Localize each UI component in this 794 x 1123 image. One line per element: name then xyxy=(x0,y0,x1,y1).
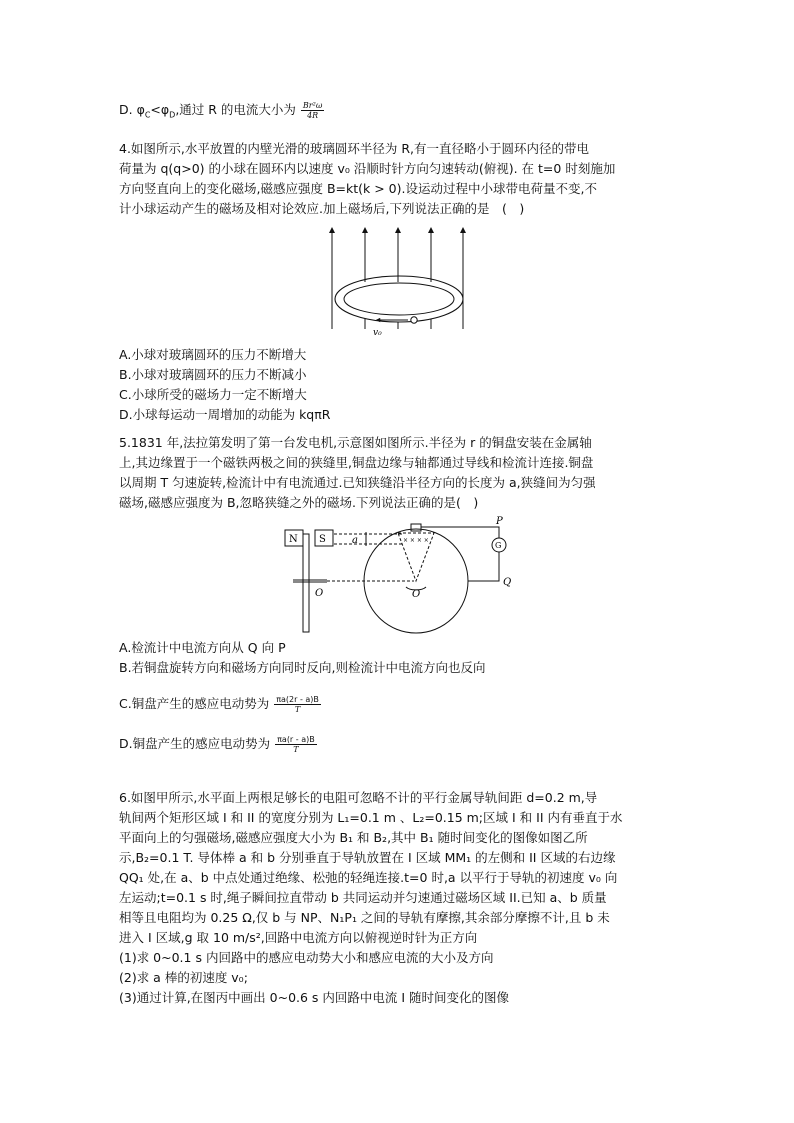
q5-label-a: a xyxy=(352,535,358,546)
q3-sub-d: D xyxy=(169,110,176,120)
q5-option-c-num: πa(2r - a)B xyxy=(276,695,319,704)
q5-stem-line-3: 以周期 T 匀速旋转,检流计中有电流通过.已知狭缝沿半径方向的长度为 a,狭缝间为匀强 xyxy=(119,475,596,490)
q4-option-c: C.小球所受的磁场力一定不断增大 xyxy=(119,387,307,402)
q4-ring-inner xyxy=(344,283,454,315)
q5-option-a: A.检流计中电流方向从 Q 向 P xyxy=(119,640,286,655)
q6-line-3: 平面向上的匀强磁场,磁感应强度大小为 B₁ 和 B₂,其中 B₁ 随时间变化的图像如图乙所 xyxy=(119,830,588,845)
q5-option-c-den: T xyxy=(294,705,301,714)
q4-v0-label: v₀ xyxy=(373,328,382,338)
q5-option-d xyxy=(119,735,317,754)
q3-option-d-prefix: D. φ xyxy=(119,102,145,117)
q5-label-x-marks: × × × × xyxy=(403,537,429,544)
q6-line-2: 轨间两个矩形区域 I 和 II 的宽度分别为 L₁=0.1 m 、L₂=0.15 m;区域 I 和 II 内有垂直于水 xyxy=(119,810,623,825)
q5-option-d-fraction xyxy=(275,735,317,754)
q5-label-g: G xyxy=(495,541,502,550)
q5-option-d-num: πa(r - a)B xyxy=(277,735,315,744)
q5-stem-line-2: 上,其边缘置于一个磁铁两极之间的狭缝里,铜盘边缘与轴都通过导线和检流计连接.铜盘 xyxy=(119,455,594,470)
q5-option-c-fraction xyxy=(274,695,321,714)
q3-option-d xyxy=(119,101,324,124)
q6-line-8: 进入 I 区域,g 取 10 m/s²,回路中电流方向以俯视逆时针为正方向 xyxy=(119,930,478,945)
q5-option-d-den: T xyxy=(293,745,299,754)
q5-label-q: Q xyxy=(503,577,512,588)
q3-lt: <φ xyxy=(150,102,170,117)
q5-stem-line-4: 磁场,磁感应强度为 B,忽略狭缝之外的磁场.下列说法正确的是( ) xyxy=(119,495,479,510)
q6-line-7: 相等且电阻均为 0.25 Ω,仅 b 与 NP、N₁P₁ 之间的导轨有摩擦,其余部分摩擦不计,且 b 未 xyxy=(119,910,610,925)
q3-fraction-num: Br²ω xyxy=(302,101,323,110)
q5-wire-p xyxy=(421,527,499,538)
q5-stem-line-1: 5.1831 年,法拉第发明了第一台发电机,示意图如图所示.半径为 r 的铜盘安装在金属轴 xyxy=(119,435,592,450)
q5-option-c xyxy=(119,695,321,714)
q4-option-b: B.小球对玻璃圆环的压力不断减小 xyxy=(119,367,307,382)
q4-ball xyxy=(411,317,417,323)
q5-brush xyxy=(411,524,421,531)
q4-stem-line-3: 方向竖直向上的变化磁场,磁感应强度 B=kt(k > 0).设运动过程中小球带电荷量不变,不 xyxy=(119,181,597,196)
q5-label-n: N xyxy=(289,534,298,545)
q3-sub-c: C xyxy=(144,110,151,120)
q5-label-s: S xyxy=(319,534,326,545)
q4-option-d: D.小球每运动一周增加的动能为 kqπR xyxy=(119,407,331,422)
q5-axle xyxy=(303,534,309,632)
q5-option-b: B.若铜盘旋转方向和磁场方向同时反向,则检流计中电流方向也反向 xyxy=(119,660,486,675)
q3-fraction-den: 4R xyxy=(307,111,319,120)
q5-label-o-center: O xyxy=(412,589,421,600)
q5-option-c-text: C.铜盘产生的感应电动势为 xyxy=(119,696,270,711)
q6-question-2: (2)求 a 棒的初速度 v₀; xyxy=(119,970,248,985)
q4-stem-line-2: 荷量为 q(q>0) 的小球在圆环内以速度 v₀ 沿顺时针方向匀速转动(俯视). 在 t=0 时刻施加 xyxy=(119,161,616,176)
q5-label-p: P xyxy=(496,516,503,527)
q4-stem-line-4: 计小球运动产生的磁场及相对论效应.加上磁场后,下列说法正确的是 ( ) xyxy=(119,201,525,216)
q6-line-1: 6.如图甲所示,水平面上两根足够长的电阻可忽略不计的平行金属导轨间距 d=0.2 m,导 xyxy=(119,790,598,805)
q5-label-o-axle: O xyxy=(315,588,324,599)
q5-faraday-figure xyxy=(282,510,522,638)
q6-line-5: QQ₁ 处,在 a、b 中点处通过绝缘、松弛的轻绳连接.t=0 时,a 以平行于导轨的初速度 v₀ 向 xyxy=(119,870,618,885)
q5-option-d-text: D.铜盘产生的感应电动势为 xyxy=(119,736,271,751)
q5-wire-q xyxy=(468,552,499,581)
q3-fraction xyxy=(301,101,324,120)
q6-question-1: (1)求 0~0.1 s 内回路中的感应电动势大小和感应电流的大小及方向 xyxy=(119,950,494,965)
q6-question-3: (3)通过计算,在图丙中画出 0~0.6 s 内回路中电流 I 随时间变化的图像 xyxy=(119,990,510,1005)
q3-option-d-mid: ,通过 R 的电流大小为 xyxy=(175,102,296,117)
q6-line-6: 左运动;t=0.1 s 时,绳子瞬间拉直带动 b 共同运动并匀速通过磁场区域 II.已知 a、b 质量 xyxy=(119,890,607,905)
q4-option-a: A.小球对玻璃圆环的压力不断增大 xyxy=(119,347,307,362)
q4-ring-figure xyxy=(320,224,480,342)
q4-stem-line-1: 4.如图所示,水平放置的内壁光滑的玻璃圆环半径为 R,有一直径略小于圆环内径的带电 xyxy=(119,141,590,156)
q6-line-4: 示,B₂=0.1 T. 导体棒 a 和 b 分别垂直于导轨放置在 I 区域 MM₁ 的左侧和 II 区域的右边缘 xyxy=(119,850,616,865)
